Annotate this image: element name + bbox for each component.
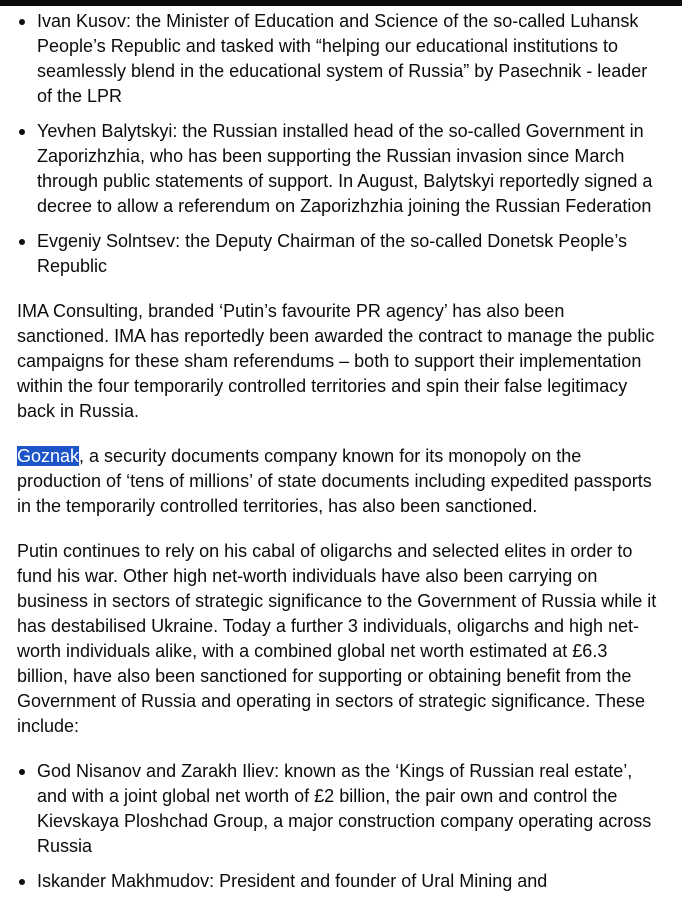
list-item: Evgeniy Solntsev: the Deputy Chairman of the so-called Donetsk People’s Republic [17,229,657,279]
officials-list [17,9,657,279]
list-item: God Nisanov and Zarakh Iliev: known as the ‘Kings of Russian real estate’, and with a joint global net worth of £2 billion, the pair own and control the Kievskaya Ploshchad Group, a major construction company operating across Russia [17,759,657,859]
list-item: Yevhen Balytskyi: the Russian installed head of the so-called Government in Zaporizhzhia, who has been supporting the Russian invasion since March through public statements of support. In August, Balytskyi reportedly signed a decree to allow a referendum on Zaporizhzhia joining the Russian Federation [17,119,657,219]
goznak-paragraph-text: , a security documents company known for its monopoly on the production of ‘tens of millions’ of state documents including expedited passports in the temporarily controlled territories, has also been sanctioned. [17,446,652,516]
list-spacer [17,289,657,299]
list-item: Iskander Makhmudov: President and founder of Ural Mining and [17,869,657,894]
top-border [0,0,682,6]
ima-paragraph: IMA Consulting, branded ‘Putin’s favourite PR agency’ has also been sanctioned. IMA has reportedly been awarded the contract to manage the public campaigns for these sham referendums – both to support their implementation within the four temporarily controlled territories and spin their false legitimacy back in Russia. [17,301,655,421]
oligarchs-list [17,759,657,894]
putin-paragraph: Putin continues to rely on his cabal of oligarchs and selected elites in order to fund his war. Other high net-worth individuals have also been carrying on business in sectors of strategic significance to the Government of Russia while it has destabilised Ukraine. Today a further 3 individuals, oligarchs and high net-worth individuals alike, with a combined global net worth estimated at £6.3 billion, have also been sanctioned for supporting or obtaining benefit from the Government of Russia and operating in sectors of strategic significance. These include: [17,541,657,736]
article-body [17,9,657,904]
goznak-paragraph [17,444,657,519]
list-item: Ivan Kusov: the Minister of Education and Science of the so-called Luhansk People’s Republic and tasked with “helping our educational institutions to seamlessly blend in the educational system of Russia” by Pasechnik - leader of the LPR [17,9,657,109]
selected-text-goznak[interactable]: Goznak [17,446,80,466]
